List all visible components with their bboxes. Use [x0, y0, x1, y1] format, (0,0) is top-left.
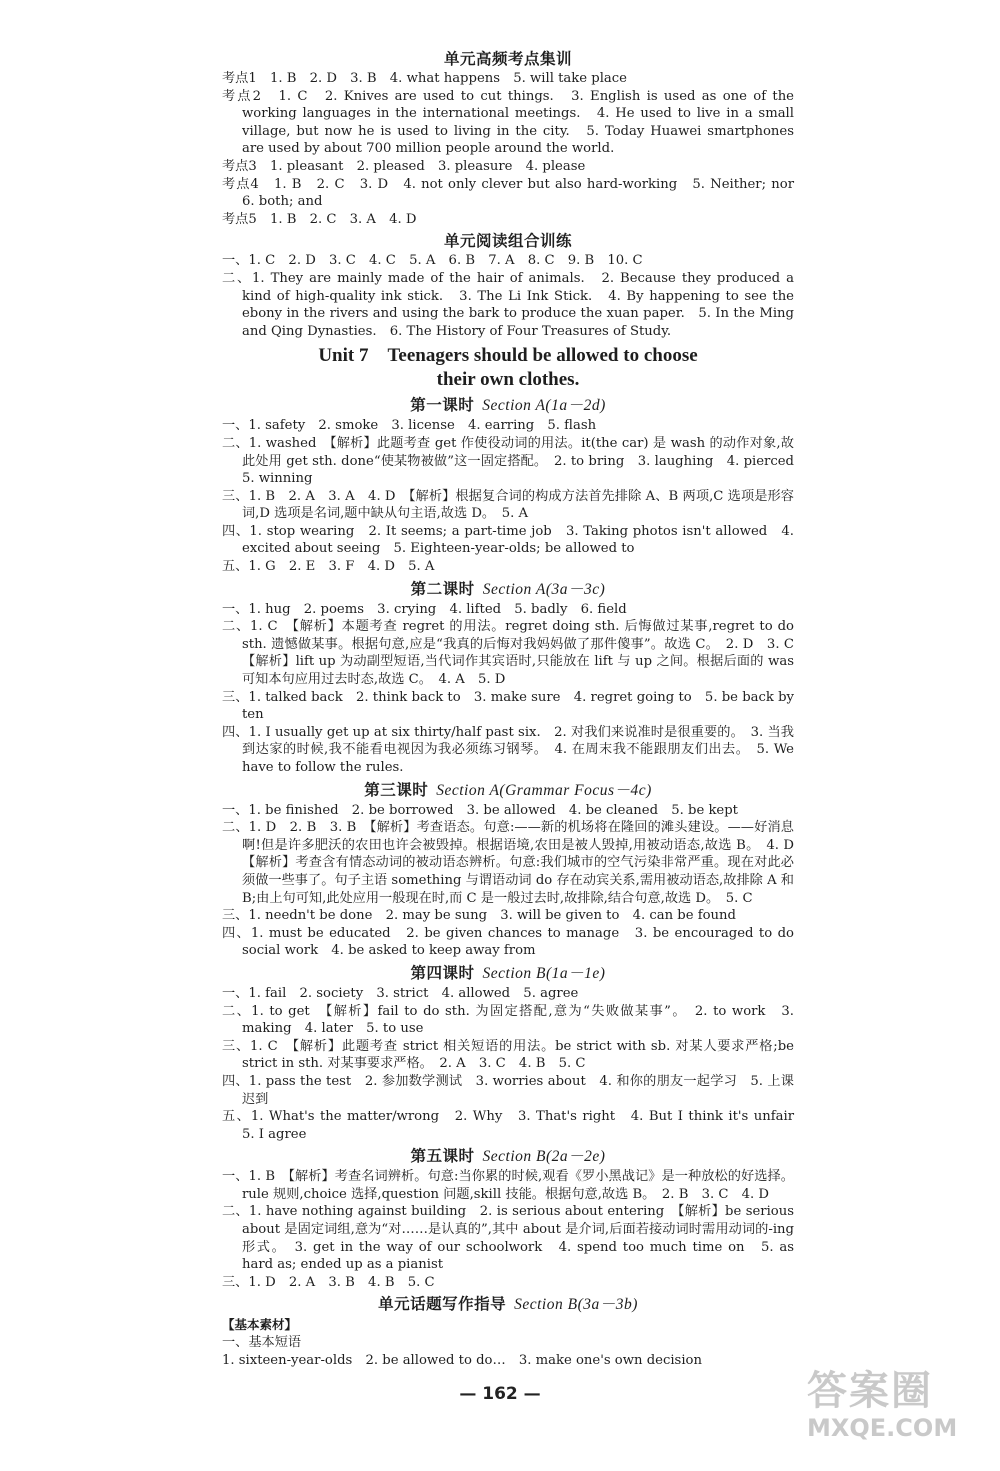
answer-line: 四、1. I usually get up at six thirty/half past six. 2. 对我们来说准时是很重要的。 3. 当我到达家的时候,我不能看电视因为我必须练习钢琴。 4. 在周末我不能跟朋友们出去。 5. We have to follow the rules. — [222, 724, 794, 775]
unit-title-line-2: their own clothes. — [436, 369, 580, 391]
answer-line: 四、1. must be educated 2. be given chances to manage 3. be encouraged to do social work 4. be asked to keep away from — [222, 925, 794, 959]
watermark-logo — [807, 1367, 982, 1457]
answer-line: 考点5 1. B 2. C 3. A 4. D — [222, 211, 417, 227]
answer-line: 考点2 1. C 2. Knives are used to cut things. 3. English is used as one of the working languages in the international meetings. 4. He used to live in a small village, but now he is used to living in the city. 5. Today Huawei smartphones are used by about 700 million people around the world. — [222, 88, 794, 157]
answer-line: 一、1. hug 2. poems 3. crying 4. lifted 5. badly 6. field — [222, 601, 627, 617]
writing-guide-section: Section B(3a－3b) — [514, 1296, 638, 1314]
answer-line: 二、1. to get 【解析】fail to do sth. 为固定搭配,意为“失败做某事”。 2. to work 3. making 4. later 5. to use — [222, 1003, 794, 1037]
basic-material-label: 【基本素材】 — [222, 1317, 298, 1333]
lesson-3-title: 第三课时 — [364, 780, 429, 799]
page-number: — 162 — — [459, 1384, 541, 1404]
writing-guide-heading — [222, 1293, 794, 1316]
answer-line: 四、1. stop wearing 2. It seems; a part-time job 3. Taking photos isn't allowed 4. excited about seeing 5. Eighteen-year-olds; be allowed to — [222, 523, 794, 557]
basic-phrases-label: 一、基本短语 — [222, 1335, 302, 1351]
lesson-4-title: 第四课时 — [410, 963, 475, 982]
watermark-url: MXQE.COM — [807, 1414, 958, 1442]
answer-line: 三、1. C 【解析】此题考查 strict 相关短语的用法。be strict with sb. 对某人要求严格;be strict in sth. 对某事要求严格。 2. A 3. C 4. B 5. C — [222, 1038, 794, 1072]
answer-line: 三、1. B 2. A 3. A 4. D 【解析】根据复合词的构成方法首先排除 A、B 两项,C 选项是形容词,D 选项是名词,题中缺从句主语,故选 D。 5. A — [222, 488, 794, 522]
lesson-5-section: Section B(2a－2e) — [482, 1148, 606, 1166]
answer-line: 二、1. washed 【解析】此题考查 get 作使役动词的用法。it(the car) 是 wash 的动作对象,故此处用 get sth. done“使某物被做”这一固定搭配。 2. to bring 3. laughing 4. pierced 5. winning — [222, 435, 808, 487]
lesson-3-heading — [222, 779, 794, 802]
lesson-3-section: Section A(Grammar Focus－4c) — [436, 781, 652, 799]
answer-page — [222, 46, 808, 1369]
answer-line: 五、1. What's the matter/wrong 2. Why 3. That's right 4. But I think it's unfair 5. I agree — [222, 1109, 808, 1142]
answer-line: 考点4 1. B 2. C 3. D 4. not only clever but also hard-working 5. Neither; nor 6. both; and — [222, 176, 808, 210]
answer-line: 一、1. B 【解析】考查名词辨析。句意:当你累的时候,观看《罗小黑战记》是一种放松的好选择。rule 规则,choice 选择,question 问题,skill 技能。根据句意,故选 B。 2. B 3. C 4. D — [222, 1169, 794, 1202]
answer-line: 考点3 1. pleasant 2. pleased 3. pleasure 4. please — [222, 158, 586, 174]
lesson-5-title: 第五课时 — [410, 1147, 475, 1166]
lesson-5-heading — [222, 1145, 794, 1168]
answer-line: 四、1. pass the test 2. 参加数学测试 3. worries about 4. 和你的朋友一起学习 5. 上课迟到 — [222, 1073, 794, 1107]
answer-line: 一、1. safety 2. smoke 3. license 4. earring 5. flash — [222, 418, 597, 434]
lesson-2-title: 第二课时 — [410, 579, 475, 598]
lesson-4-heading — [222, 962, 794, 985]
lesson-1-heading — [222, 394, 794, 417]
answer-line: 二、1. C 【解析】本题考查 regret 的用法。regret doing sth. 后悔做过某事,regret to do sth. 遗憾做某事。根据句意,应是“我真的后悔对我妈妈做了那件傻事”。故选 C。 2. D 3. C 【解析】lift up 为动副型短语,当代词作其宾语时,只能放在 lift 与 up 之间。根据后面的 was 可知本句应用过去时态,故选 C。 4. A 5. D — [222, 619, 808, 688]
answer-line: 三、1. talked back 2. think back to 3. make sure 4. regret going to 5. be back by ten — [222, 689, 794, 723]
lesson-2-section: Section A(3a－3c) — [482, 580, 606, 598]
answer-line: 五、1. G 2. E 3. F 4. D 5. A — [222, 559, 435, 575]
answer-line: 一、1. be finished 2. be borrowed 3. be allowed 4. be cleaned 5. be kept — [222, 802, 738, 818]
lesson-4-section: Section B(1a－1e) — [482, 964, 606, 982]
answer-line: 考点1 1. B 2. D 3. B 4. what happens 5. will take place — [222, 71, 627, 86]
answer-line: 二、1. have nothing against building 2. is serious about entering 【解析】be serious about 是固定词组,意为“对……是认真的”,其中 about 是介词,后面若接动词时需用动词的-ing 形式。 3. get in the way of our schoolwork 4. spend too much time on 5. as hard as; ended up as a pianist — [222, 1204, 794, 1273]
answer-line: 二、1. D 2. B 3. B 【解析】考查语态。句意:——新的机场将在隆回的滩头建设。——好消息啊!但是许多肥沃的农田也许会被毁掉。根据语境,农田是被人毁掉,用被动语态,故选 B。 4. D 【解析】考查含有情态动词的被动语态辨析。句意:我们城市的空气污染非常严重。现在对此必须做一些事了。句子主语 something 与谓语动词 do 存在动宾关系,需用被动语态,故排除 A 和 B;由上句可知,此处应用一般现在时,而 C 是一般过去时,故排除,结合句意,故选 D。 5. C — [222, 820, 808, 906]
answer-line: 三、1. D 2. A 3. B 4. B 5. C — [222, 1274, 435, 1290]
lesson-1-section: Section A(1a－2d) — [482, 397, 606, 415]
answer-line: 一、1. fail 2. society 3. strict 4. allowed 5. agree — [222, 985, 579, 1001]
answer-line: 1. sixteen-year-olds 2. be allowed to do… 3. make one's own decision — [222, 1352, 702, 1368]
lesson-1-title: 第一课时 — [410, 396, 475, 415]
writing-guide-title: 单元话题写作指导 — [378, 1295, 507, 1314]
section-title-reading: 单元阅读组合训练 — [443, 232, 572, 251]
lesson-2-heading — [222, 578, 794, 601]
answer-line: 三、1. needn't be done 2. may be sung 3. will be given to 4. can be found — [222, 908, 736, 924]
answer-line: 二、1. They are mainly made of the hair of animals. 2. Because they produced a kind of high-quality ink stick. 3. The Li Ink Stick. 4. By happening to see the ebony in the rivers and using the bark to produce the xuan paper. 5. In the Ming and Qing Dynasties. 6. The History of Four Treasures of Study. — [222, 270, 794, 339]
section-title-high-frequency: 单元高频考点集训 — [443, 50, 572, 68]
watermark-text: 答案圈 — [807, 1368, 933, 1414]
answer-line: 一、1. C 2. D 3. C 4. C 5. A 6. B 7. A 8. C 9. B 10. C — [222, 253, 643, 269]
unit-title-line-1: Unit 7 Teenagers should be allowed to choose — [318, 345, 698, 367]
